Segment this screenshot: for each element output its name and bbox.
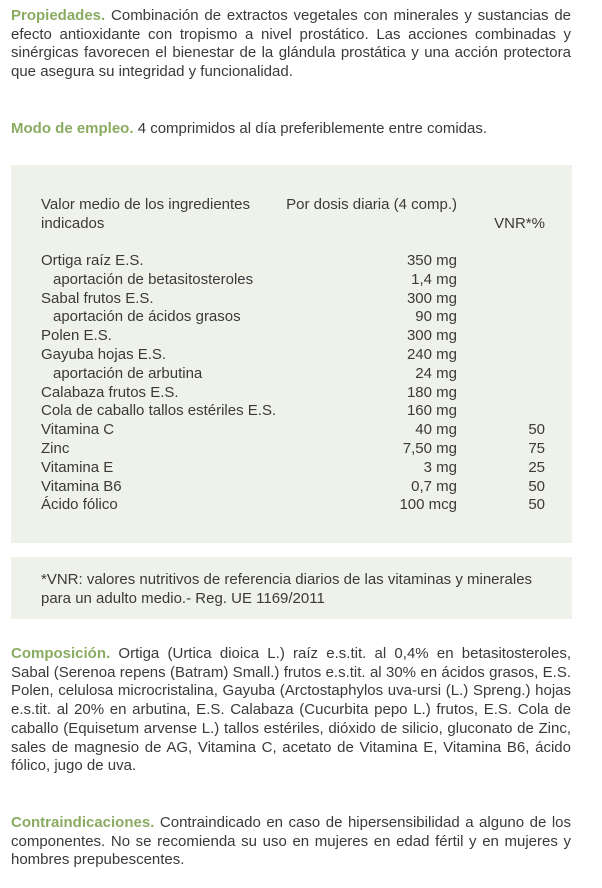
table-row [11, 459, 572, 478]
ingredient-dose: 350 mg [406, 252, 457, 269]
ingredient-vnr: 75 [528, 439, 545, 457]
table-row [11, 478, 572, 497]
ingredient-dose: 90 mg [415, 308, 457, 326]
contraindications-section [11, 814, 571, 870]
table-row [11, 496, 572, 515]
table-row [11, 271, 572, 290]
vnr-note-box [11, 557, 572, 619]
ingredient-dose: 240 mg [406, 345, 457, 363]
header-vnr: VNR*% [494, 215, 545, 232]
table-row [11, 290, 572, 309]
ingredient-name: Sabal frutos E.S. [41, 289, 154, 307]
ingredient-name: Vitamina C [41, 421, 115, 439]
header-ingredient: Valor medio de los ingredientes indicados [41, 196, 251, 232]
contraindications-text: Contraindicado en caso de hipersensibilidad a alguno de los componentes. No se recomienda su uso en mujeres en edad fértil y en mujeres y hombres prepubescentes. [11, 814, 572, 869]
table-row [11, 327, 572, 346]
table-row [11, 308, 572, 327]
ingredient-dose: 0,7 mg [411, 477, 457, 495]
properties-text: Combinación de extractos vegetales con minerales y sustancias de efecto antioxidante con tropismo a nivel prostático. Las acciones combinadas y sinérgicas favorecen el bienestar de la glándula prostática y una acción protectora que asegura su integridad y funcionalidad. [11, 7, 572, 81]
usage-text: 4 comprimidos al día preferiblemente entre comidas. [137, 120, 488, 137]
ingredient-dose: 40 mg [415, 421, 457, 439]
usage-label: Modo de empleo. [11, 120, 134, 137]
vnr-note: *VNR: valores nutritivos de referencia diarios de las vitaminas y minerales para un adulto medio.- Reg. UE 1169/2011 [41, 571, 533, 607]
ingredient-dose: 300 mg [406, 289, 457, 307]
ingredient-dose: 160 mg [406, 402, 457, 420]
ingredient-name: aportación de betasitosteroles [53, 270, 254, 288]
usage-section [11, 120, 571, 139]
ingredient-vnr: 50 [528, 496, 545, 514]
composition-text: Ortiga (Urtica dioica L.) raíz e.s.tit. al 0,4% en betasitosteroles, Sabal (Serenoa repens (Batram) Small.) frutos e.s.tit. al 30% en ácidos grasos, E.S. Polen, celulosa microcristalina, Gayuba (Arctostaphylos uva-ursi (L.) Spreng.) hojas e.s.tit. al 20% en arbutina, E.S. Calabaza (Cucurbita pepo L.) frutos, E.S. Cola de caballo (Equisetum arvense L.) tallos estériles, dióxido de silicio, gluconato de Zinc, sales de magnesio de AG, Vitamina C, acetato de Vitamina E, Vitamina B6, ácido fólico, jugo de uva. [11, 645, 571, 775]
table-row [11, 346, 572, 365]
ingredient-name: Polen E.S. [41, 327, 112, 345]
ingredient-dose: 300 mg [406, 327, 457, 345]
composition-section [11, 645, 571, 776]
contraindications-label: Contraindicaciones. [11, 814, 155, 831]
ingredient-name: Calabaza frutos E.S. [41, 383, 179, 401]
nutrition-table [11, 165, 572, 543]
table-rows [11, 252, 572, 515]
table-row [11, 440, 572, 459]
ingredient-name: Cola de caballo tallos estériles E.S. [41, 402, 277, 420]
ingredient-name: Ortiga raíz E.S. [41, 252, 144, 269]
header-dose: Por dosis diaria (4 comp.) [286, 196, 457, 213]
table-row [11, 252, 572, 271]
table-row [11, 384, 572, 403]
ingredient-name: aportación de ácidos grasos [53, 308, 241, 326]
ingredient-name: aportación de arbutina [53, 364, 203, 382]
ingredient-vnr: 50 [528, 421, 545, 439]
ingredient-dose: 7,50 mg [402, 439, 457, 457]
table-row [11, 402, 572, 421]
ingredient-name: Vitamina B6 [41, 477, 122, 495]
ingredient-name: Vitamina E [41, 458, 114, 476]
ingredient-dose: 180 mg [406, 383, 457, 401]
ingredient-vnr: 50 [528, 477, 545, 495]
properties-section [11, 7, 571, 82]
ingredient-vnr: 25 [528, 458, 545, 476]
ingredient-dose: 1,4 mg [411, 270, 457, 288]
composition-label: Composición. [11, 645, 111, 662]
ingredient-name: Zinc [41, 439, 70, 457]
ingredient-name: Ácido fólico [41, 496, 118, 514]
table-row [11, 421, 572, 440]
table-row [11, 365, 572, 384]
ingredient-dose: 3 mg [423, 458, 457, 476]
properties-label: Propiedades. [11, 7, 106, 24]
ingredient-dose: 24 mg [415, 364, 457, 382]
ingredient-dose: 100 mcg [399, 496, 457, 514]
ingredient-name: Gayuba hojas E.S. [41, 345, 167, 363]
